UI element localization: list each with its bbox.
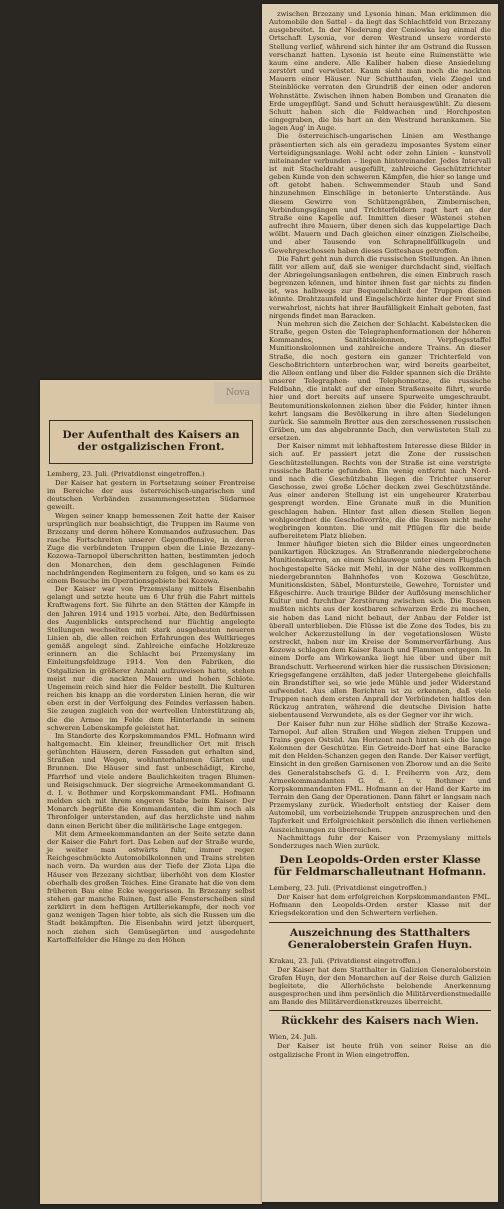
article-paragraph: Der Kaiser hat dem Statthalter in Galizien Generaloberstein Grafen Huyn, der den Monarchen auf der Reise durch Galizien begleitete, die Allerhöchste belobende Anerkennung ausgesprochen und ihm persönlich die Militärverdienstmedaille am Bande des Militärverdienstkreuzes überreicht. [269,965,491,1007]
article-paragraph: zwischen Brzezany und Lysonia hinan. Man erklimmen die Automobile den Sattel – da liegt das Schlachtfeld von Brzezany ausgebreitet. In der Niederung der Ceniowka lag einmal die Ortschaft Lysonia, vor deren Westrand unsere vorderste Stellung verlief, während sich hinter ihr am Ostrand die Russen verschanzt hatten. Lysonia ist heute eine Ruinenstätte wie kaum eine andere. Alle Kaliber haben diese Ansiedelung zerstört und verwüstet. Kaum sieht man noch die nackten Mauern einer Häuser. Nur Schutthaufen, viele Ziegel und Steinblöcke verraten den Grundriß der einen oder anderen Wohnstätte. Zwischen ihnen haben Bomben und Granaten die Erde umgepflügt. Sand und Schutt herausgewühlt. Zu diesem Schutt haben sich die Feldwachen und Horchposten eingegraben, die bis hart an den Westrand herankamen. Sie lagen Aug' in Auge. [269,10,491,133]
article-paragraph: Wegen seiner knapp bemessenen Zeit hatte der Kaiser ursprünglich nur beabsichtigt, die Truppen im Raume von Brzezany und deren höhere Kommandos aufzusuchen. Das rasche Fortschreiten unserer Gegenoffensive, in deren Zuge die verbündeten Truppen eben die Linie Brzezany–Kozowa–Tarnopol überschritten hatten, bestimmten jedoch den Monarchen, den dem geschlagenen Feinde nachdrängenden Regimentern zu folgen, und so kam es zu einem Besuche im Operationsgebiete bei Kozowa. [47,511,255,585]
article-paragraph: Nachmittags fuhr der Kaiser von Przemyslany mittels Sonderzuges nach Wien zurück. [269,833,491,850]
right-clipping [262,4,498,1202]
section-divider [269,1010,491,1011]
article-paragraph: Der Kaiser fuhr nun zur Höhe südlich der Straße Kozowa–Tarnopol. Auf allen Straßen und Wegen ziehen Truppen und Trains gegen Ostsüd. Am Horizont nach hinten sich die lange Kolonnen der Geschütze. Ein Getreide-Dorf hat eine Baracke mit den Helden-Schanzen gegen den Rande. Der Kaiser verfügt, Einsicht in den großen Garnisonen von Zborow und an die Seite des Generalstabschefs G. d. I. Freiherrn von Arz, dem Armeekommandanten G. d. I. v. Bothmer und Korpskommandanten FML. Hofmann an der Hand der Karte im Terrain den Gang der Operationen. Dann fährt er langsam nach Przemyslany zurück. Wiederholt entstieg der Kaiser dem Automobil, um vorbeiziehende Truppen anzusprechen und den Tapferkeit und Erfolgreichkeit persönlich die ihnen verliehenen Auszeichnungen zu überreichen. [269,719,491,834]
article-paragraph: Die Fahrt geht nun durch die russischen Stellungen. An ihnen fällt vor allem auf, daß sie weniger durchdacht sind, vielfach der Abriegelungsanlagen entbehren, die einen Einbruch rasch begrenzen können, und hinter ihnen fast gar nichts zu finden ist, was halbwegs zur Bequemlichkeit der Truppen dienen könnte. Drahtzaunfeld und Eingelschörze hinter der Front sind verwahrlost, nichts hat ihrer Baufälligkeit Einhalt geboten, fast nirgends findet man Baracken. [269,254,491,320]
article-paragraph: Der Kaiser war von Przemyslany mittels Eisenbahn gelangt und setzte heute um 6 Uhr früh die Fahrt mittels Kraftwagens fort. Sie führte an den Stätten der Kämpfe in den Jahren 1914 und 1915 vorbei. Alte, den Bedürfnissen des Augenblicks entsprechend nur flüchtig angelegte Stellungen wechselten mit stark ausgebauten neueren Linien ab, die allen reichen Erfahrungen des Weltkrieges gemäß angelegt sind. Zahlreiche einfache Holzkreuze erinnern an die Schlacht bei Przemyslany im Einleitungsfeldzuge 1914. Von den Fabriken, die Ostgalizien in größerer Anzahl aufzuweisen hatte, stehen meist nur die nackten Mauern und hohen Schlote. Ungemein reich sind hier die Felder bestellt. Die Kulturen reichen bis knapp an die vordersten Linien heran, die wir eben erst in der Verfolgung des Feindes verlassen haben. Sie zeugen zugleich von der wertvollen Unterstützung ab, die die Armee im Felde dem Hinterlande in seinem schweren Lebenskampfe geleistet hat. [47,585,255,732]
headline-rueckkehr: Rückkehr des Kaisers nach Wien. [281,1015,479,1028]
article-paragraph: Die österreichisch-ungarischen Linien am Westhange präsentierten sich als ein geradezu imposantes System einer Verteidigungsanlage. Wohl acht oder zehn Linien – kunstvoll miteinander verbunden – liegen hintereinander. Jedes Intervall ist mit Stacheldraht ausgefüllt, zahlreiche Geschütztrichter geben Kunde von den schweren Kämpfen, die hier so lange und oft getobt haben. Schwemmender Staub und Sand hinzunehmen Einschläge in betonierte Unterstände. Aus diesem Gewirre von Schützengräben, Zimbernischen, Verbindungsgängen und Trichterfeldern ragt hart an der Straße eine Kapelle auf. Inmitten dieser Wüstenei stehen aufrecht ihre Mauern, über denen sich das kuppelartige Dach wölbt. Mauern und Dach gleichen einer einzigen Zielscheibe, und aber Tausende von Schrapnellfüllkugeln und Gewehrgeschossen haben dieses Gotteshaus getroffen. [269,132,491,255]
article-paragraph: Der Kaiser ist heute früh von seiner Reise an die ostgalizische Front in Wien eingetroffen. [269,1042,491,1059]
tape-strip [214,382,262,404]
article-paragraph: Mit dem Armeekommandanten an der Seite setzte dann der Kaiser die Fahrt fort. Das Leben auf der Straße wurde, je weiter man ostwärts fuhr, immer reger. Reichgeschmückte Automobilkolonnen und Trains strebten nach vorn. Da wurden aus der Tiefe der Zlota Lipa die Häuser von Brzezany sichtbar, überhöht von dem Kloster oberhalb des großen Teiches. Eine Granate hat die von dem früheren Bau eine Ecke weggerissen. In Brzezany selbst stehen gar manche Ruinen, fast alle Fensterscheiben sind zerklirrt in dem heftigen Artilleriekampfe, der noch vor ganz wenigen Tagen hier tobte, als sich die Russen um die Stadt bekämpften. Die Eisenbahn wird jetzt überquert, noch ziehen sich Gemüsegärten und ausgedehnte Kartoffelfelder die Hänge zu den Höhen [47,829,255,944]
article-paragraph: Nun mehren sich die Zeichen der Schlacht. Kabelstecken die Straße, gegen Osten die Telegraphenformationen der höheren Kommandos, Sanitätskolonnen, Verpflegsstaffel Munitionskolonnen und zahlreiche andere Trains. An dieser Straße, die noch gestern ein ganzer Trichterfeld von Geschoßtrichtern unterbrochen war, wird bereits gearbeitet, die Alleen entlang und über die Felder spannen sich die Drähte unserer Telegraphen- und Telephonnetze, die russische Feldbahn, die intakt auf der einen Straßenseite führt, wurde hier und dort bereits auf unsere Spurweite umgeschraubt. Beutemunitionskolonnen ziehen über die Felder, hinter ihnen kehrt langsam die Bevölkerung in ihre alten Siedelungen zurück. Sie sammeln Bretter aus den zerschossenen russischen Gräben, um das abgebrannte Dach, den verwüsteten Stall zu ersetzen. [269,319,491,443]
headline-kaiser-front: Der Aufenthalt des Kaisers an der ostgalizischen Front. [62,429,240,453]
archive-stamp: Nova [226,388,250,398]
article-paragraph: Im Standorte des Korpskommandos FML. Hofmann wird haltgemacht. Ein kleiner, freundlicher Ort mit frisch getünchten Häusern, deren Fassaden gut erhalten sind, Straßen und Wegen, wohlunterhaltenen Gärten und Brunnen. Die Häuser sind fast unbeschädigt, Kirche, Pfarrhof und viele andere Baulichkeiten tragen Blumen- und Reisigschmuck. Der siegreiche Armeekommandant G. d. I. v. Bothmer und Korpskommandant FML. Hofmann melden sich mit ihrem engeren Stabe beim Kaiser. Der Monarch begrüßte die Kommandanten, die ihm noch als Thronfolger unterstanden, auf das herzlichste und nahm dann einen Bericht über die militärische Lage entgegen. [47,731,255,830]
dateline-krakau: Krakau, 23. Juli. (Privatdienst eingetroffen.) [269,956,421,965]
article-paragraph: Der Kaiser nimmt mit lebhaftestem Interesse diese Bilder in sich auf. Er passiert jetzt die Zone der russischen Geschützstellungen. Rechts von der Straße ist eine verstrigte russische Batterie gefunden. Ein wenig entfernt nach Nord- und nach die Geschützbahn liegen die Trichter unserer Geschosse, zwei große Löcher decken zwei Geschützstände. Aus einer anderen Stellung ist ein ungeheurer Kraterbau gesprengt worden. Eine Granate muß in die Munition geschlagen haben. Hinter fast allen diesen Stellen liegen wohlgeordnet die Geschoßvorräte, die die Russen nicht mehr wegbringen konnten. Die und mit Pflügen für die beide aufbereitetem Platz blieben. [269,442,491,540]
dateline-wien: Wien, 24. Juli. [269,1033,318,1042]
headline-leopolds-orden: Den Leopolds-Orden erster Klasse für Feldmarschalleutnant Hofmann. [273,854,487,879]
article-paragraph: Der Kaiser hat dem erfolgreichen Korpskommandanten FML. Hofmann den Leopolds-Orden erster Klasse mit der Kriegsdekoration und den Schwertern verliehen. [269,893,491,918]
dateline-lemberg-2: Lemberg, 23. Juli. (Privatdienst eingetroffen.) [269,884,427,893]
dateline-lemberg: Lemberg, 23. Juli. (Privatdienst eingetroffen.) [47,470,205,478]
article-paragraph: Der Kaiser hat gestern in Fortsetzung seiner Frontreise im Bereiche der aus österreichisch-ungarischen und deutschen Verbänden zusammengesetzten Südarmee geweilt. [47,479,255,512]
section-divider [269,922,491,923]
article-paragraph: Immer häufiger bieten sich die Bilder eines ungeordneten panikartigen Rückzuges. An Straßenrande niedergebrochene Munitionskarren, an einem Schlauwege unter einem Flugdach hochgestapelte Säcke mit Mehl, in der Nähe des vollkommen niedergebrannten Bahnhofes von Kozowa Geschütze, Munitionskisten, Säbel, Montursteile, Gewehre, Tornister und Eßgeschirre. Auch traurige Bilder der Auflösung menschlicher Kultur und furchtbar Zerstörung zwischen sich. Die Russen mußten nichts aus der kostbaren schwarzen Erde zu machen, sie haben das Land nicht bebaut, der Anbau der Felder ist überall unterblieben. Die Flüsse ist die Zone des Todes, bis zu welcher Ackerzustellung in der vegetationslosen Wüste erstreckt, haben nur im Kreise der Sommerverfärbung. Aus Kozowa schlagen dem Kaiser Rauch und Flammen entgegen. In einem Dorfe am Wirkowanka liegt hie über und über mit Brandschutt. Verheerend wirken hier die russischen Divisionen; Kriegsgefangene erzählten, daß jeder Untergebene gleichfalls ein Brandstifter sei, so wie jede Mühle und jeder Widerstand aufwendet. Aus allen Berichten ist zu erkennen, daß viele Truppen nach dem ersten Anprall der Verbündeten haltlos den Rückzug antraten, während die deutsche Division hatte siebentausend Verwundete, als es der Gegner vor ihr wich. [269,540,491,720]
left-clipping [40,380,262,1204]
headline-box [49,420,253,464]
headline-statthalter: Auszeichnung des Statthalters Generaloberstein Grafen Huyn. [287,926,473,951]
